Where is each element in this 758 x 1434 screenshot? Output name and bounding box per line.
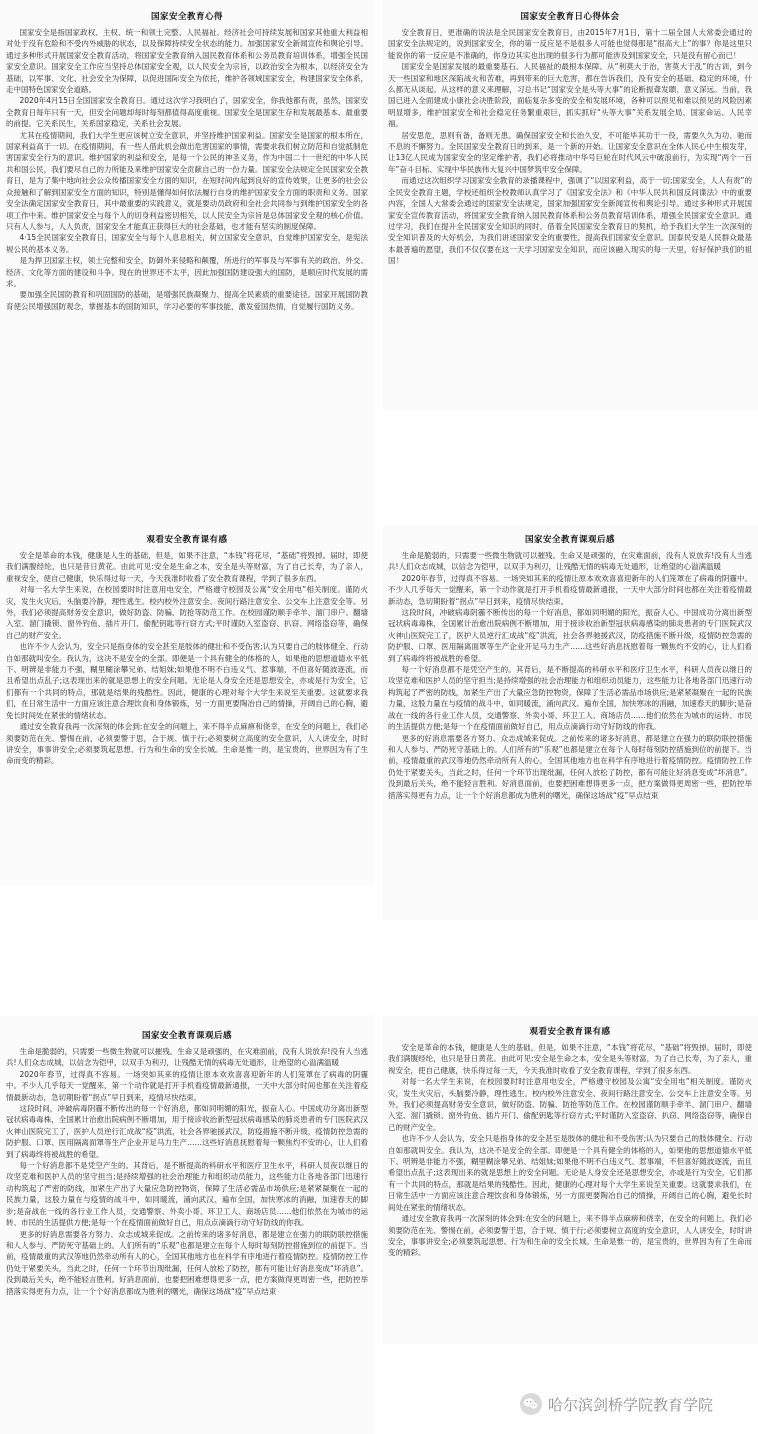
essay-paragraph: 通过安全教育我再一次深刻的体会到:在安全的问题上，来不得半点麻痹和侥幸，在安全的问题上，我们必须要防范在先、警惕在前，必须要警于思，合于规、慎于行;必须要树立高度的安全意识，人人讲安全，时时讲安全，事事讲安全;必须要筑起思想、行为和生命的安全长城。生命是惟一的，是宝贵的，世界因为有了生命而变的精彩。: [388, 1214, 752, 1258]
essay-paragraph: 更多的好消息需要各方努力、众志成城来促成。之前传来的诸多好消息，都是建立在强力的联防联控措施和人人参与、严防死守基础上的。人们所有的“乐观”也都是建立在每个人每时每刻防控措施到位的前提下。当前，疫情最重的武汉等地仍然牵动所有人的心，全国其他地方也在科学有序地进行着疫情防控。疫情防控工作仍处于紧要关头，当此之时，任何一个环节出现纰漏，任何人放松了防控，都有可能让好消息变成“坏消息”。没到最后关头，绝不能轻言胜利。好消息面前，也要把困难想得更多一点，把方案做得更周密一些，把防控举措落实得更有力点，让一个个好消息都成为胜利的曙光，确保这场战“疫”早点结束: [388, 733, 752, 800]
essay-paragraph: 2020年4月15日全国国家安全教育日。通过这次学习我明白了，国家安全，你我他都有责，虽然，国家安全教育日每年只有一天，但安全问题却每时每刻都值得高度重视。国家安全是国家生存和发展最基本、最重要的前提。它关系民生，关系国家稳定，关系社会发展。: [6, 96, 368, 129]
essay-paragraph: 2020年春节，过得真不容易。一场突如其来的疫情让原本欢欢喜喜迎新年的人们笼罩在了病毒的阴霾中。不少人几乎每天一觉醒来，第一个动作就是打开手机看疫情最新通报，一天中大部分时间也都在关注着疫情最新动态，急切期盼着“拐点”早日到来，疫情尽快结束。: [6, 1069, 368, 1102]
essay-paragraph: 要加强全民国防教育和巩固国防的基础，是增强民族凝聚力、提高全民素质的重要途径。国家开展国防教育使公民增强国防观念，掌握基本的国防知识，学习必要的军事技能，激发爱国热情，自觉履行国防义务。: [6, 290, 368, 311]
account-watermark: [520, 1390, 750, 1418]
essay-title: 国家安全教育课观后感: [141, 1031, 232, 1041]
wechat-icon: [520, 1393, 542, 1415]
essay-paragraph: 这段时间，冲破病毒阴霾不断传出的每一个好消息，都如同明媚的阳光，振奋人心。中国成功分离出新型冠状病毒毒株，全国累计治愈出院病例不断增加，用于接诊收治新型冠状病毒感染的肺炎患者的专门医院武汉火神山医院完工了，医护人员逆行汇成战“疫”洪流，社会各界驰援武汉，防疫措施不断升级，疫情防控急需的防护服、口罩、医用隔离面罩等生产企业开足马力生产……这些好消息抚慰着每一颗焦灼不安的心，让人们看到了病毒终将被战胜的希望。: [388, 608, 752, 663]
essay-panel-2: [382, 0, 758, 410]
essay-paragraph: 这段时间，冲破病毒阴霾不断传出的每一个好消息，都如同明媚的阳光，振奋人心。中国成功分离出新型冠状病毒毒株，全国累计治愈出院病例不断增加，用于接诊收治新型冠状病毒感染的肺炎患者的专门医院武汉火神山医院完工了，医护人员逆行汇成战“疫”洪流，社会各界驰援武汉，防疫措施不断升级，疫情防控急需的防护服、口罩、医用隔离面罩等生产企业开足马力生产……这些好消息抚慰着每一颗焦灼不安的心，让人们看到了病毒终将被战胜的希望。: [6, 1104, 368, 1159]
essay-title: 观看安全教育课有感: [529, 1027, 611, 1037]
essay-paragraph: 也许不少人会认为，安全只是指身体的安全甚至是肢体的健壮和不受伤害;认为只要自己的肢体健全、行动自如那就叫安全。我认为，这决不是安全的全部。即便是一个具有健全的体格的人，如果他的思想道德水平低下、明辨是非能力不强，糊里糊涂攀兄弟、结姐妹;如果他不明不白违义气、惹事端，不但喜好随波逐流，而且希望出点乱子;这表现出来的就是思想上的安全问题。无论是人身安全还是思想安全，亦或是行为安全，它们都有一个共同的特点，那就是结果的残酷性。因此，健康的心理对每个大学生来说至关重要。这就要求我们，在日常生活中一方面应该注意合理饮食和身体锻炼，另一方面更要陶冶自己的情操，开阔自己的心胸，避免长时间处在紧张的情绪状态。: [6, 642, 368, 720]
essay-paragraph: 对每一名大学生来说，在校园要时时注意用电安全，严格遵守校园及公寓“安全用电”相关制度。谨防火灾，发生火灾后，头脑要冷静，理性逃生。校内校外注意安全、夜间行路注意安全、公交车上注意安全等。另外，我们必须提高财务安全意识，做好防盗、防骗、防抢等防范工作。在校园谨防顺手牵羊、溜门串户、翻墙入室、溜门撬锁、窗外钓鱼、插片开门、偷配钥匙等行窃方式;平时谨防入室盗窃、扒窃、网络盗窃等，确保自己的财产安全。: [388, 1077, 752, 1132]
essay-paragraph: 安全教育日，更准确的说法是全民国家安全教育日，由2015年7月1日，第十二届全国人大常委会通过的国家安全法规定的，说到国家安全，你的第一反应是不是很多人可能也觉得那是“很高大上”的事？你是这里只能说你的第一反应是不准确的，你身边其实也出现的很多行为都可能涉及到国家安全，只是没有留心而已！: [388, 28, 752, 60]
essay-panel-1: [0, 0, 374, 525]
essay-title: 观看安全教育课有感: [146, 535, 228, 545]
essay-paragraph: 每一个好消息都不是凭空产生的。其背后，是不断提高的科研水平和医疗卫生水平，科研人员夜以继日的攻坚克难和医护人员的坚守担当;是持续增强的社会治理能力和组织动员能力，这些能力让各地各部门迅速行动构筑起了严密的防线，加紧生产出了大量应急防控物资，保障了生活必需品市场供应;是紧紧凝聚在一起的民族力量，这股力量在与疫情的战斗中，如同暖流，涌向武汉、遍布全国，加快寒冰的消融，加速春天的脚步;是奋战在一线的各行业工作人员，交通警察、外卖小哥、环卫工人、商场店员……他们依然在为城市的运转、市民的生活提供方便;是每一个在疫情面前做好自己，用点点滴滴行动守好防线的你我。: [6, 1161, 368, 1228]
essay-paragraph: 4·15全民国家安全教育日，国家安全与每个人息息相关，树立国家安全意识，自觉维护国家安全，是宪法规公民的基本义务。: [6, 233, 368, 254]
essay-paragraph: 2020年春节，过得真不容易。一场突如其来的疫情让原本欢欢喜喜迎新年的人们笼罩在了病毒的阴霾中。不少人几乎每天一觉醒来，第一个动作就是打开手机看疫情最新通报，一天中大部分时间也都在关注着疫情最新动态，急切期盼着“拐点”早日到来，疫情尽快结束。: [388, 573, 752, 606]
essay-panel-4: [382, 525, 758, 920]
essay-paragraph: 对每一名大学生来说，在校园要时时注意用电安全，严格遵守校园及公寓“安全用电”相关制度。谨防火灾，发生火灾后，头脑要冷静，理性逃生。校内校外注意安全、夜间行路注意安全、公交车上注意安全等。另外，我们必须提高财务安全意识，做好防盗、防骗、防抢等防范工作。在校园谨防顺手牵羊、溜门串户、翻墙入室、溜门撬锁、窗外钓鱼、插片开门、偷配钥匙等行窃方式;平时谨防入室盗窃、扒窃、网络盗窃等，确保自己的财产安全。: [6, 585, 368, 640]
essay-paragraph: 每一个好消息都不是凭空产生的。其背后，是不断提高的科研水平和医疗卫生水平，科研人员夜以继日的攻坚克难和医护人员的坚守担当;是持续增强的社会治理能力和组织动员能力，这些能力让各地各部门迅速行动构筑起了严密的防线，加紧生产出了大量应急防控物资，保障了生活必需品市场供应;是紧紧凝聚在一起的民族力量，这股力量在与疫情的战斗中，如同暖流，涌向武汉、遍布全国，加快寒冰的消融，加速春天的脚步;是奋战在一线的各行业工作人员，交通警察、外卖小哥、环卫工人、商场店员……他们依然在为城市的运转、市民的生活提供方便;是每一个在疫情面前做好自己，用点点滴滴行动守好防线的你我。: [388, 665, 752, 732]
essay-paragraph: 生命是脆弱的，只需要一些微生物就可以摧残。生命又是顽强的，在灾难面前，没有人说放弃!没有人当逃兵!人们众志成城，以信念为铠甲，以双手为利刃，让残酷无情的病毒无处遁形，让绝望的心溢满温暖: [6, 1047, 368, 1068]
essay-paragraph: 尤其在疫情期间，我们大学生更应该树立安全意识，并坚持维护国家利益。国家安全是国家的根本所在，国家利益高于一切。在疫情期间，有一些人借此机会做出危害国家的事情，需要求我们树立防范和自觉抵制危害国家安全行为的意识。维护国家的利益和安全，是每一个公民的神圣义务，作为中国二十一世纪的中华人民共和国公民，我们要尽自己的力所能及来维护国家安全贡献自己的一份力量。国家安全法规定全民国家安全教育日，是为了集中地向社会公众传播国家安全方面的知识，在短时间内起到良好的宣传效果，让更多的社会公众接触和了解到国家安全方面的知识，特别是懂得如何依法履行自身的维护国家安全方面的职责和义务。国家安全法确定国家安全教育日，其中最重要的实践意义，就是要动员政府和全社会共同参与到维护国家安全的各项工作中来。维护国家安全与每个人的切身利益密切相关，以人民安全为宗旨是总体国家安全观的核心价值。只有人人参与，人人负责，国家安全才能真正获得巨大的社会基础，也才能有坚实的制度保障。: [6, 130, 368, 231]
essay-paragraph: 国家安全是国家发展的最重要基石、人民福祉的最根本保障。从“利莫大于治，害莫大于乱”的古训，到今天一些国家和地区深陷战火和苦难，再到带来的巨大危害，都在告诉我们，没有安全的基础、稳定的环境，什么都无从谈起。从这样的意义来理解，习总书记“国家安全是头等大事”的论断振聋发聩、意义深远。当前，我国已进入全面建成小康社会决胜阶段，面临复杂多变的安全和发展环境，各种可以预见和难以预见的风险因素明显增多，维护国家安全和社会稳定任务繁重艰巨，抓实抓好“头等大事”关系发展全局、国家命运、人民幸福。: [388, 62, 752, 129]
essay-paragraph: 而通过这次组织学习国家安全教育的录播课程中，强调了“以国家利益，高于一切;国家安全，人人有责”的全民安全教育主题，学校还组织全校教师认真学习了《国家安全法》和《中华人民共和国反间谍法》中的重要内容，全国人大常委会通过的国家安全法规定，国家加强国家安全新闻宣传和舆论引导。通过多种形式开展国家安全宣传教育活动，将国家安全教育纳入国民教育体系和公务员教育培训体系，增强全民国家安全意识。通过学习，我们在提升全民国家安全知识的同时，借着全民国家安全教育日的契机，给予我们大学生一次深刻的安全知识普及的大好机会，为我们讲述国家安全的重要性，提高我们国家安全意识。国泰民安是人民群众最基本最普遍的愿望，我们不仅仅要在这一天学习国家安全知识，而应该融入现实的每一天里，好好保护我们的祖国！: [388, 176, 752, 266]
watermark-text: 哈尔滨剑桥学院教育学院: [548, 1395, 714, 1414]
essay-paragraph: 国家安全是指国家政权、主权、统一和领土完整、人民福祉、经济社会可持续发展和国家其他重大利益相对处于没有危险和不受内外威胁的状态，以及保障持续安全状态的能力。加强国家安全新闻宣传和舆论引导。通过多种形式开展国家安全教育活动，将国家安全教育纳入国民教育体系和公务员教育培训体系，增强全民国家安全意识。国家安全工作应当坚持总体国家安全观，以人民安全为宗旨，以政治安全为根本，以经济安全为基础，以军事、文化、社会安全为保障，以促进国际安全为依托，维护各领域国家安全，构建国家安全体系，走中国特色国家安全道路。: [6, 28, 368, 95]
essay-paragraph: 居安思危，思则有备，备则无患。确保国家安全和长治久安，不可能毕其功于一役，需要久久为功、驰而不息的不懈努力。全民国家安全教育日的到来，是一个新的开始。让国家安全意识在全体人民心中生根发芽，让13亿人民成为国家安全的坚定维护者，我们必将推动中华号巨轮在时代风云中破浪前行，为实现“两个一百年”奋斗目标、实现中华民族伟大复兴中国梦筑牢安全保障。: [388, 130, 752, 174]
essay-paragraph: 安全是革命的本钱，健康是人生的基础，但是，如果不注意，“本钱”将花尽，“基础”将毁掉。届时，即使我们满腹经纶，也只是昔日黄花。由此可见:安全是生命之本，安全是头等财富，为了自己长寿，为了亲人，重视安全，使自己健康，快乐得过每一天，今天我准时收看了安全教育课程，学到了很多东西。: [388, 1043, 752, 1075]
essay-paragraph: 是为捍卫国家主权，领土完整和安全，防御外来侵略和颠覆，所进行的军事及与军事有关的政治、外交、经济、文化等方面的建设和斗争。现在的世界还不太平，因此加强国防建设强大的国防，是顺应时代发展的需求。: [6, 256, 368, 288]
essay-title: 国家安全教育心得: [150, 12, 223, 22]
essay-paragraph: 生命是脆弱的，只需要一些微生物就可以摧残。生命又是顽强的，在灾难面前，没有人说放弃!没有人当逃兵!人们众志成城，以信念为铠甲，以双手为利刃，让残酷无情的病毒无处遁形，让绝望的心溢满温暖: [388, 551, 752, 572]
essay-panel-3: [0, 525, 374, 885]
essay-title: 国家安全教育日心得体会: [520, 12, 620, 22]
essay-panel-6: [382, 1015, 758, 1345]
essay-title: 国家安全教育课观后感: [524, 535, 615, 545]
essay-paragraph: 也许不少人会认为，安全只是指身体的安全甚至是肢体的健壮和不受伤害;认为只要自己的肢体健全、行动自如那就叫安全。我认为，这决不是安全的全部。即便是一个具有健全的体格的人，如果他的思想道德水平低下、明辨是非能力不强，糊里糊涂攀兄弟、结姐妹;如果他不明不白违义气、惹事端，不但喜好随波逐流，而且希望出点乱子;这表现出来的就是思想上的安全问题。无论是人身安全还是思想安全，亦或是行为安全，它们都有一个共同的特点，那就是结果的残酷性。因此，健康的心理对每个大学生来说至关重要。这就要求我们，在日常生活中一方面应该注意合理饮食和身体锻炼，另一方面更要陶冶自己的情操，开阔自己的心胸，避免长时间处在紧张的情绪状态。: [388, 1134, 752, 1212]
essay-paragraph: 更多的好消息需要各方努力、众志成城来促成。之前传来的诸多好消息，都是建立在强力的联防联控措施和人人参与、严防死守基础上的。人们所有的“乐观”也都是建立在每个人每时每刻防控措施到位的前提下。当前，疫情最重的武汉等地仍然牵动所有人的心，全国其他地方也在科学有序地进行着疫情防控。疫情防控工作仍处于紧要关头，当此之时，任何一个环节出现纰漏，任何人放松了防控，都有可能让好消息变成“坏消息”。没到最后关头，绝不能轻言胜利。好消息面前，也要把困难想得更多一点，把方案做得更周密一些，把防控举措落实得更有力点，让一个个好消息都成为胜利的曙光，确保这场战“疫”早点结束: [6, 1229, 368, 1296]
essay-paragraph: 安全是革命的本钱，健康是人生的基础，但是，如果不注意，“本钱”将花尽，“基础”将毁掉。届时，即使我们满腹经纶，也只是昔日黄花。由此可见:安全是生命之本，安全是头等财富，为了自己长寿，为了亲人，重视安全，使自己健康，快乐得过每一天，今天我准时收看了安全教育课程，学到了很多东西。: [6, 551, 368, 583]
essay-panel-5: [0, 1015, 374, 1434]
essay-paragraph: 通过安全教育我再一次深刻的体会到:在安全的问题上，来不得半点麻痹和侥幸，在安全的问题上，我们必须要防范在先、警惕在前，必须要警于思，合于规、慎于行;必须要树立高度的安全意识，人人讲安全，时时讲安全，事事讲安全;必须要筑起思想、行为和生命的安全长城。生命是惟一的，是宝贵的，世界因为有了生命而变的精彩。: [6, 722, 368, 766]
